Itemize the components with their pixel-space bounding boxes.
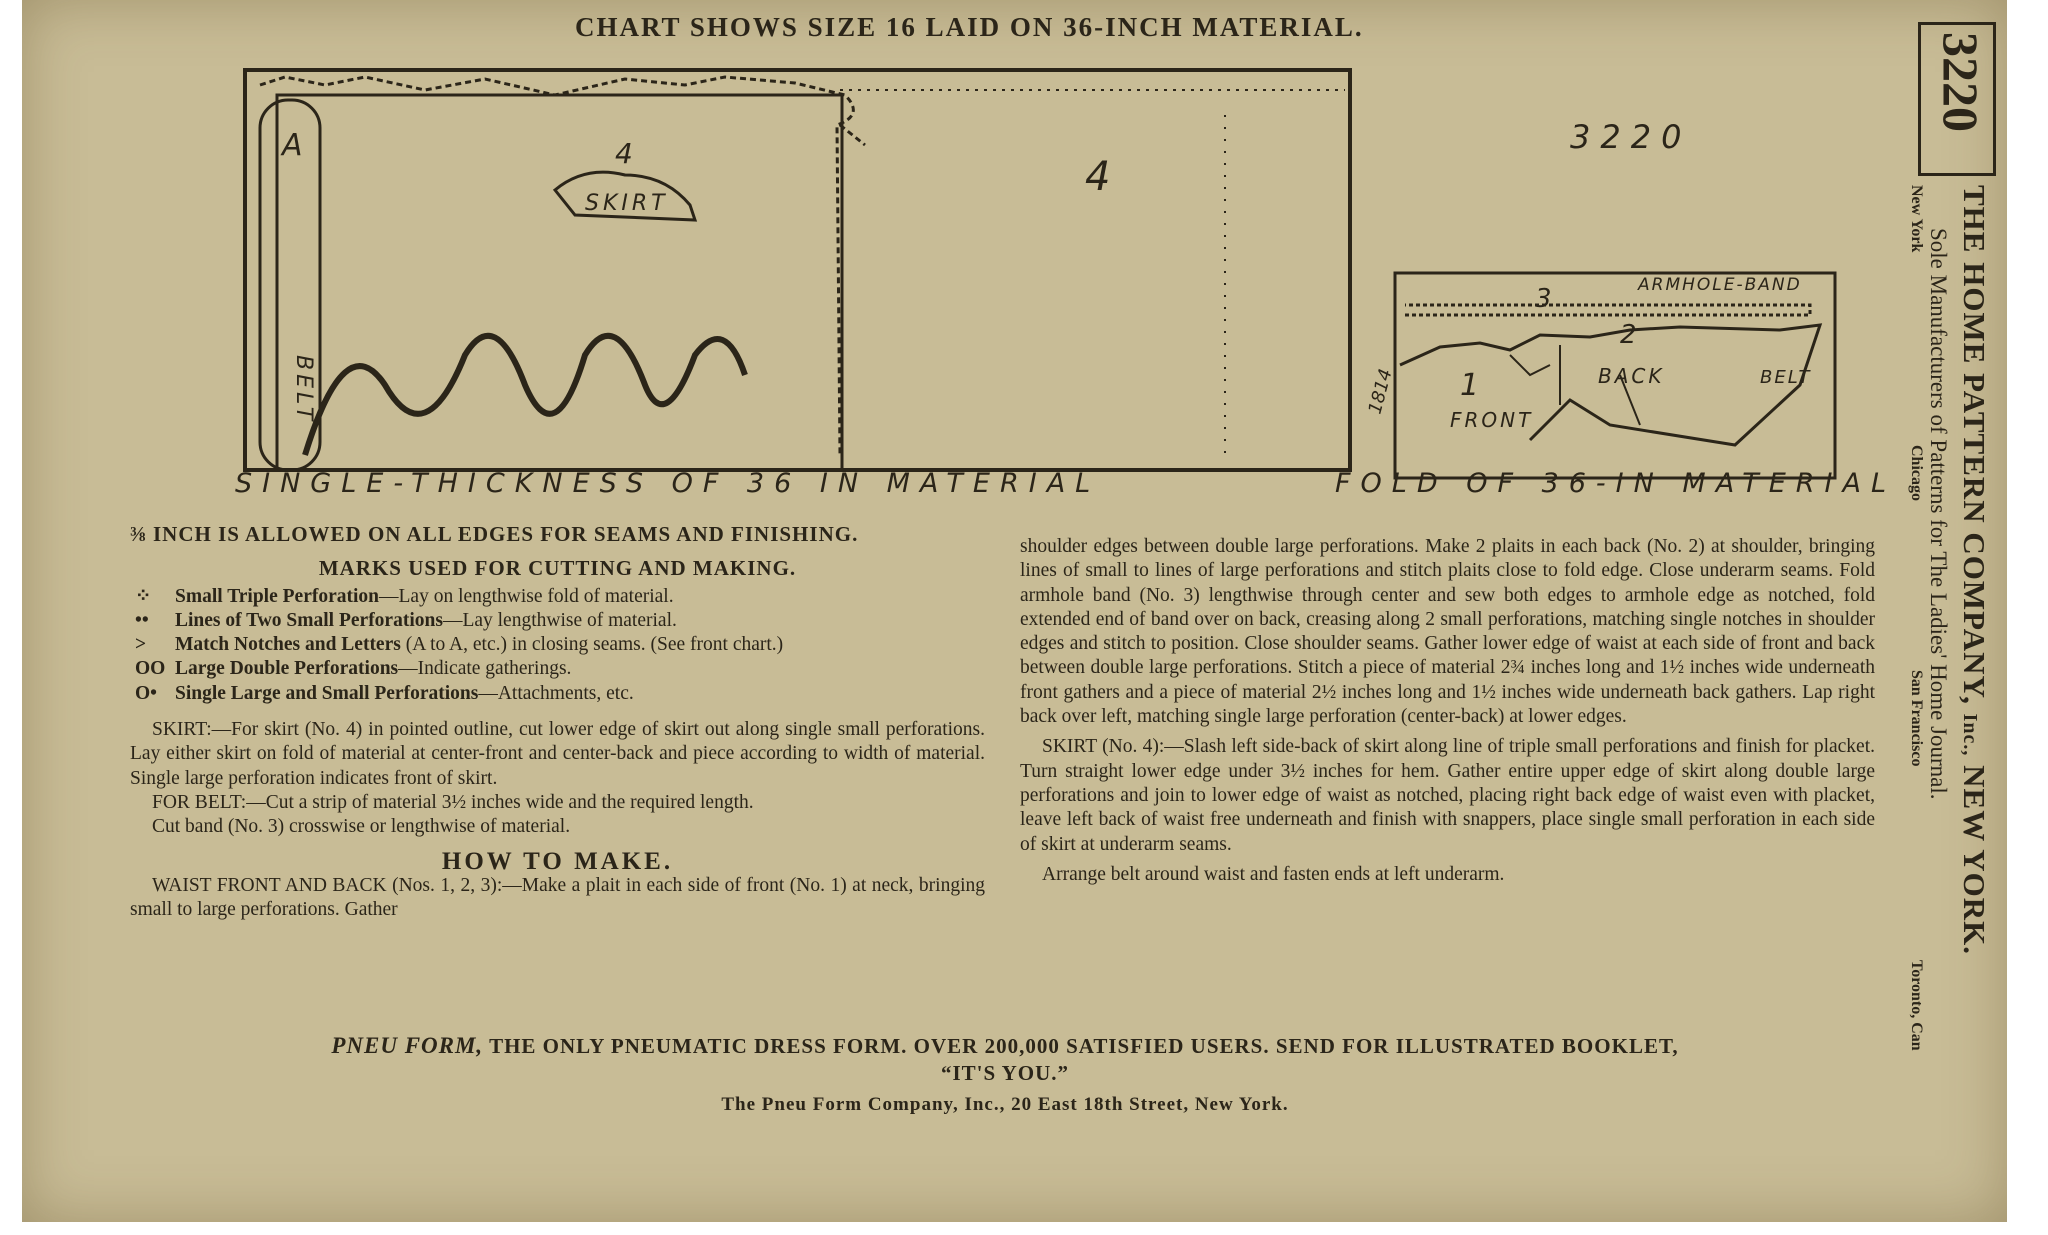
piece-label-belt-fold: BELT bbox=[1760, 367, 1812, 388]
handwritten-1814: 1814 bbox=[1364, 366, 1397, 417]
waist-instructions: WAIST FRONT AND BACK (Nos. 1, 2, 3):—Make a plait in each side of front (No. 1) at neck, bringing small to large perforations. Gather bbox=[130, 874, 985, 921]
notch-icon: > bbox=[135, 634, 147, 656]
mark-row: ⁘ Small Triple Perforation—Lay on lengthwise fold of material. bbox=[135, 585, 985, 609]
city-new-york: New York bbox=[1908, 185, 1925, 253]
large-double-perforation-icon: OO bbox=[135, 658, 166, 680]
triple-perforation-icon: ⁘ bbox=[135, 585, 152, 607]
band-cutting-instructions: Cut band (No. 3) crosswise or lengthwise of material. bbox=[152, 816, 571, 838]
footer-address: The Pneu Form Company, Inc., 20 East 18th Street, New York. bbox=[721, 1094, 1289, 1115]
piece-label-a: A bbox=[282, 128, 303, 163]
skirt-cutting-instructions: SKIRT:—For skirt (No. 4) in pointed outline, cut lower edge of skirt out along single small perforations. Lay either skirt on fold of material at center-front and center-back and piece according to width of material. Single large perforation indicates front of skirt. bbox=[130, 719, 985, 789]
footer-ad bbox=[310, 1032, 1700, 1118]
double-perforation-icon: •• bbox=[135, 609, 149, 631]
marks-list bbox=[130, 585, 985, 706]
piece-label-3: 3 bbox=[1535, 284, 1552, 314]
cutting-diagram-single-thickness bbox=[225, 55, 1375, 505]
piece-label-armhole-band: ARMHOLE-BAND bbox=[1638, 275, 1802, 295]
pattern-number: 3220 bbox=[1933, 32, 1989, 132]
cutting-diagram-fold bbox=[1364, 265, 1850, 490]
mark-row: •• Lines of Two Small Perforations—Lay lengthwise of material. bbox=[135, 609, 985, 633]
mark-row: OO Large Double Perforations—Indicate gatherings. bbox=[135, 657, 985, 681]
handwritten-pattern-number: 3220 bbox=[1570, 118, 1692, 156]
mark-row: O• Single Large and Small Perforations—Attachments, etc. bbox=[135, 682, 985, 706]
piece-label-2: 2 bbox=[1620, 320, 1637, 350]
caption-single-thickness: SINGLE-THICKNESS OF 36 IN MATERIAL bbox=[235, 468, 1101, 499]
mark-row: > Match Notches and Letters (A to A, etc.) in closing seams. (See front chart.) bbox=[135, 633, 985, 657]
scalloped-edge bbox=[305, 336, 745, 455]
piece-label-1: 1 bbox=[1460, 368, 1480, 403]
how-to-make-heading: HOW TO MAKE. bbox=[441, 847, 674, 875]
company-tagline: Sole Manufacturers of Patterns for The Ladies' Home Journal. bbox=[1926, 228, 1951, 800]
caption-fold: FOLD OF 36-IN MATERIAL bbox=[1335, 468, 1896, 499]
ad-line: THE ONLY PNEUMATIC DRESS FORM. OVER 200,000 SATISFIED USERS. SEND FOR ILLUSTRATED BOOKLET, “IT'S YOU.” bbox=[489, 1034, 1679, 1085]
left-column bbox=[130, 522, 985, 922]
piece-label-front: FRONT bbox=[1450, 408, 1534, 432]
marks-heading: MARKS USED FOR CUTTING AND MAKING. bbox=[318, 556, 797, 581]
skirt-outline bbox=[260, 77, 865, 455]
belt-cutting-instructions: FOR BELT:—Cut a strip of material 3½ inches wide and the required length. bbox=[152, 791, 754, 813]
city-chicago: Chicago bbox=[1908, 445, 1925, 501]
skirt-piece bbox=[277, 95, 842, 470]
waist-instructions-continued: shoulder edges between double large perforations. Make 2 plaits in each back (No. 2) at shoulder, bringing lines of small to lines of large perforations and stitch plaits close to fold edge. Close underarm seams. Fold armhole band (No. 3) lengthwise through center and sew both edges to armhole edge as notched, fold extended end of band over on back, creasing along 2 small perforations, matching single notches in shoulder edges and stitch to position. Close shoulder seams. Gather lower edge of waist at each side of front and back between double large perforations. Stitch a piece of material 2¾ inches long and 1½ inches wide underneath front gathers and a piece of material 2½ inches long and 1½ inches wide underneath back gathers. Lap right back over left, matching single large perforation (center-back) at lower edges. bbox=[1020, 536, 1875, 728]
city-san-francisco: San Francisco bbox=[1908, 670, 1925, 767]
city-toronto: Toronto, Can bbox=[1908, 960, 1925, 1051]
piece-label-belt: BELT bbox=[291, 355, 316, 425]
chart-title: CHART SHOWS SIZE 16 LAID ON 36-INCH MATERIAL. bbox=[575, 12, 1364, 42]
seam-allowance-note: ⅜ INCH IS ALLOWED ON ALL EDGES FOR SEAMS AND FINISHING. bbox=[130, 522, 859, 546]
pneu-form-brand: PNEU FORM, bbox=[331, 1033, 484, 1058]
company-name: THE HOME PATTERN COMPANY, Inc., NEW YORK. bbox=[1957, 185, 1992, 956]
skirt-making-instructions: SKIRT (No. 4):—Slash left side-back of skirt along line of triple small perforations and finish for placket. Turn straight lower edge under 3½ inches for hem. Gather entire upper edge of skirt along double large perforations and join to lower edge of waist as notched, placing right back edge of waist even with placket, leave left back of waist free underneath and finish with snappers, place single small perforation in each side of skirt at underarm seams. bbox=[1020, 736, 1875, 855]
piece-label-back: BACK bbox=[1598, 364, 1665, 388]
belt-making-instructions: Arrange belt around waist and fasten ends at left underarm. bbox=[1042, 863, 1505, 885]
piece-label-4: 4 bbox=[1085, 154, 1111, 200]
armhole-band-piece bbox=[1405, 305, 1810, 315]
piece-label-4-skirt: 4 bbox=[615, 137, 633, 170]
right-column bbox=[1020, 535, 1875, 887]
large-small-perforation-icon: O• bbox=[135, 682, 157, 704]
piece-label-skirt: SKIRT bbox=[585, 191, 669, 216]
